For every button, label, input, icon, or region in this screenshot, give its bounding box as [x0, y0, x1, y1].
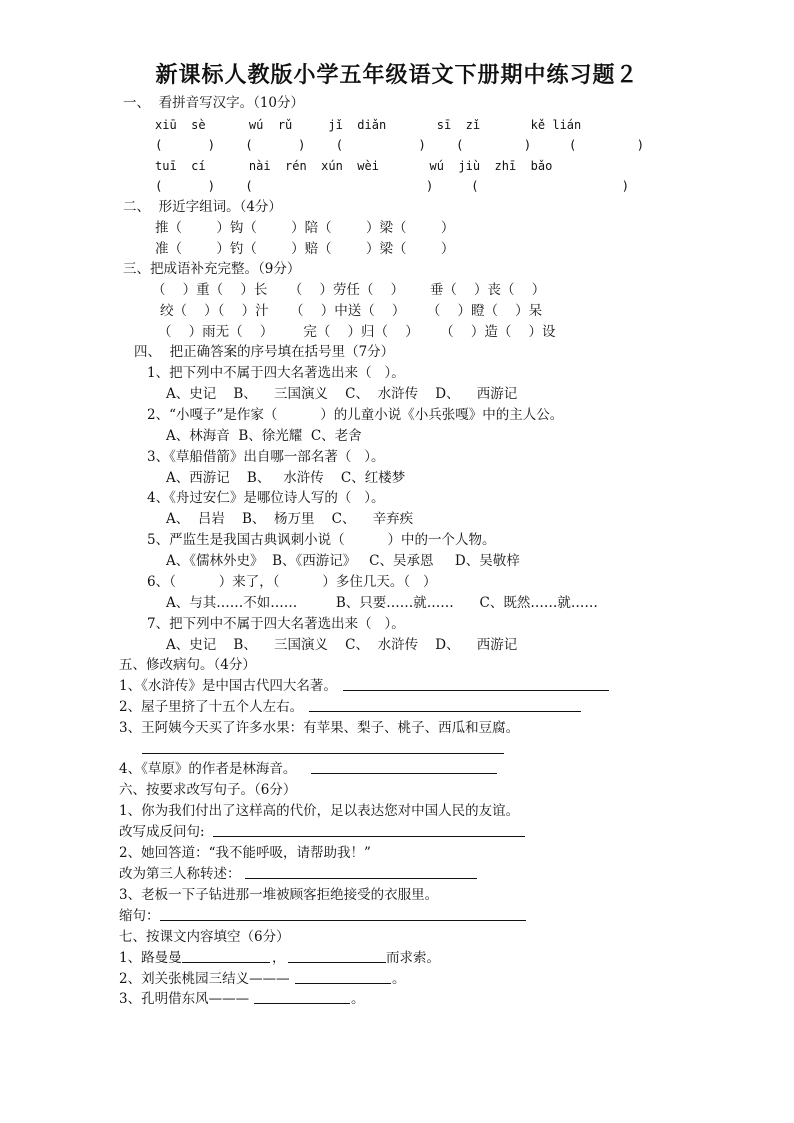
sentence-3: 3、王阿姨今天买了许多水果：有苹果、梨子、桃子、西瓜和豆腐。: [119, 720, 520, 736]
fill-item-1-start: 1、路曼曼: [119, 950, 182, 966]
section-5-heading: 五、修改病句。（4分）: [119, 657, 256, 673]
answer-line-rewrite-3[interactable]: [160, 920, 526, 921]
idiom-row-2: 绞（ ）（ ）汁 （ ）中送（ ） （ ）瞪（ ）呆: [160, 303, 543, 319]
answer-line-fill-3[interactable]: [254, 1003, 350, 1004]
rewrite-item-3: 3、老板一下子钻进那一堆被顾客拒绝接受的衣服里。: [119, 887, 439, 903]
question-2-options: A、林海音 B、徐光耀 C、老舍: [166, 428, 362, 444]
fill-item-1-end: 而求索。: [386, 950, 440, 966]
fill-item-3-end: 。: [351, 991, 365, 1007]
question-2: 2、“小嘎子”是作家（ ）的儿童小说《小兵张嘎》中的主人公。: [147, 407, 564, 423]
answer-brackets-row-1: ( ) ( ) ( ) ( ) ( ): [155, 137, 645, 152]
answer-line-fill-1a[interactable]: [182, 962, 270, 963]
rewrite-item-3-prompt: 缩句：: [119, 908, 160, 924]
answer-line-fill-1b[interactable]: [288, 962, 386, 963]
rewrite-item-1: 1、你为我们付出了这样高的代价，足以表达您对中国人民的友谊。: [119, 803, 520, 819]
pinyin-row-2: tuī cí nài rén xún wèi wú jiù zhī bǎo: [155, 159, 553, 173]
answer-line-sentence-4[interactable]: [311, 773, 497, 774]
idiom-row-3: （ ）雨无（ ） 完（ ）归（ ） （ ）造（ ）设: [158, 324, 556, 340]
question-7: 7、把下列中不属于四大名著选出来（ ）。: [147, 616, 405, 632]
section-3-heading: 三、把成语补充完整。（9分）: [123, 261, 301, 277]
similar-char-row-1: 推（ ）钩（ ）陪（ ）梁（ ）: [155, 220, 455, 236]
question-1: 1、把下列中不属于四大名著选出来（ ）。: [147, 365, 405, 381]
rewrite-item-1-prompt: 改写成反问句:: [119, 824, 205, 840]
section-2-heading: 二、 形近字组词。（4分）: [123, 199, 282, 215]
sentence-2: 2、屋子里挤了十五个人左右。: [119, 699, 304, 715]
answer-line-rewrite-1[interactable]: [213, 836, 525, 837]
question-5: 5、严监生是我国古典讽刺小说（ ）中的一个人物。: [147, 532, 496, 548]
answer-line-rewrite-2[interactable]: [245, 878, 477, 879]
question-3: 3、《草船借箭》出自哪一部名著（ ）。: [147, 449, 385, 465]
fill-item-1-comma: ，: [272, 950, 286, 966]
section-1-heading: 一、 看拼音写汉字。（10分）: [123, 95, 305, 111]
question-6: 6、（ ）来了，（ ）多住几天。（ ）: [147, 574, 437, 590]
section-4-heading: 四、 把正确答案的序号填在括号里（7分）: [134, 344, 395, 360]
question-4: 4、《舟过安仁》是哪位诗人写的（ ）。: [147, 490, 385, 506]
answer-brackets-row-2: ( ) ( ) ( ): [155, 178, 630, 193]
sentence-1: 1、《水浒传》是中国古代四大名著。: [119, 678, 337, 694]
fill-item-3: 3、孔明借东风———: [119, 991, 250, 1007]
section-6-heading: 六、按要求改写句子。（6分）: [119, 782, 297, 798]
fill-item-2-end: 。: [392, 971, 406, 987]
question-7-options: A、史记 B、 三国演义 C、 水浒传 D、 西游记: [166, 637, 518, 653]
fill-item-2: 2、刘关张桃园三结义———: [119, 971, 290, 987]
question-5-options: A、《儒林外史》 B、《西游记》 C、吴承恩 D、吴敬梓: [166, 553, 520, 569]
pinyin-row-1: xiū sè wú rǔ jǐ diǎn sī zǐ kě lián: [155, 118, 582, 132]
question-1-options: A、史记 B、 三国演义 C、 水浒传 D、 西游记: [166, 386, 518, 402]
similar-char-row-2: 准（ ）钓（ ）赔（ ）梁（ ）: [155, 241, 455, 257]
answer-line-sentence-3[interactable]: [142, 753, 504, 754]
rewrite-item-2-prompt: 改为第三人称转述：: [119, 866, 241, 882]
answer-line-fill-2[interactable]: [295, 983, 391, 984]
idiom-row-1: （ ）重（ ）长 （ ）劳任（ ） 垂（ ）丧（ ）: [152, 282, 546, 298]
page-title: 新课标人教版小学五年级语文下册期中练习题２: [155, 62, 639, 88]
sentence-4: 4、《草原》的作者是林海音。: [119, 761, 297, 777]
question-4-options: A、 吕岩 B、 杨万里 C、 辛弃疾: [166, 511, 414, 527]
answer-line-sentence-1[interactable]: [343, 690, 609, 691]
section-7-heading: 七、按课文内容填空（6分）: [119, 929, 290, 945]
question-6-options: A、与其……不如…… B、只要……就…… C、既然……就……: [166, 595, 598, 611]
answer-line-sentence-2[interactable]: [309, 711, 581, 712]
rewrite-item-2: 2、她回答道：“我不能呼吸，请帮助我！”: [119, 845, 371, 861]
question-3-options: A、西游记 B、 水浒传 C、红楼梦: [166, 470, 406, 486]
